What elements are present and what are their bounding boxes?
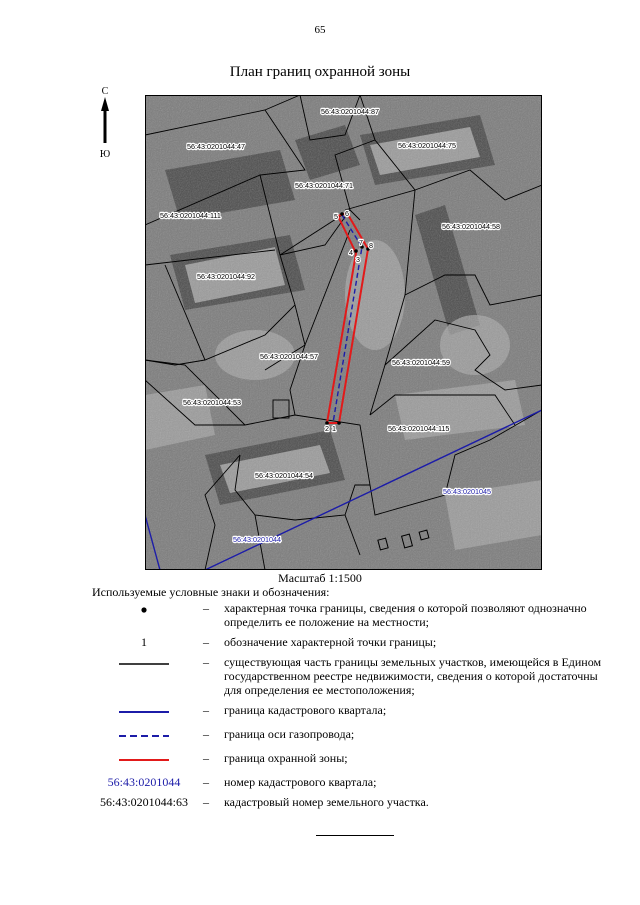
- parcel-label: 56:43:0201044:59: [392, 358, 450, 367]
- legend-item: – граница охранной зоны;: [92, 751, 602, 769]
- page-number: 65: [314, 24, 326, 36]
- parcel-label: 56:43:0201044:47: [187, 142, 245, 151]
- point-label: 7: [359, 238, 363, 247]
- legend-item: 1 – обозначение характерной точки границы;: [141, 635, 437, 649]
- bottom-rule: [316, 835, 394, 836]
- parcel-label: 56:43:0201044:57: [260, 352, 318, 361]
- red-line-icon: [119, 755, 169, 765]
- map-scale: Масштаб 1:1500: [278, 571, 362, 585]
- point-label: 3: [356, 255, 360, 264]
- page-title: План границ охранной зоны: [229, 64, 411, 80]
- blue-line-icon: [119, 707, 169, 717]
- quarter-label: 56:43:0201045: [443, 487, 491, 496]
- parcel-label: 56:43:0201044:71: [295, 181, 353, 190]
- legend: [92, 601, 602, 815]
- cadastral-map: [145, 95, 542, 570]
- black-line-icon: [119, 659, 169, 669]
- legend-item: – существующая часть границы земельных участков, имеющейся в Едином государственном реестре недвижимости, сведения о которой достаточны для определения ее местоположения;: [92, 655, 602, 697]
- south-label: Ю: [99, 149, 111, 160]
- legend-title: Используемые условные знаки и обозначения:: [92, 585, 330, 599]
- parcel-label: 56:43:0201044:115: [388, 424, 450, 433]
- parcel-label: 56:43:0201044:53: [183, 398, 241, 407]
- north-arrow: [97, 87, 113, 167]
- quarter-label: 56:43:0201044: [233, 535, 281, 544]
- blue-dashed-line-icon: [119, 731, 169, 741]
- legend-item: – граница оси газопровода;: [92, 727, 602, 745]
- point-label: 5: [334, 212, 338, 221]
- map-svg: [145, 95, 542, 570]
- point-label: 1: [332, 424, 336, 433]
- parcel-label: 56:43:0201044:87: [321, 107, 379, 116]
- point-label: 2: [325, 424, 329, 433]
- point-label: 8: [369, 241, 373, 250]
- parcel-label: 56:43:0201044:58: [442, 222, 500, 231]
- point-label: 6: [345, 209, 349, 218]
- point-label: 4: [349, 248, 353, 257]
- parcel-label: 56:43:0201044:54: [255, 471, 313, 480]
- parcel-label: 56:43:0201044:111: [160, 211, 221, 220]
- parcel-label: 56:43:0201044:75: [398, 141, 456, 150]
- legend-item: – характерная точка границы, сведения о которой позволяют однозначно определить ее положение на местности;: [92, 601, 602, 629]
- legend-item: – граница кадастрового квартала;: [92, 703, 602, 721]
- point-dot-icon: [139, 605, 149, 615]
- parcel-label: 56:43:0201044:92: [197, 272, 255, 281]
- legend-item: 56:43:0201044 – номер кадастрового квартала;: [107, 775, 377, 789]
- north-label: С: [101, 86, 109, 97]
- legend-item: 56:43:0201044:63 – кадастровый номер земельного участка.: [99, 795, 429, 809]
